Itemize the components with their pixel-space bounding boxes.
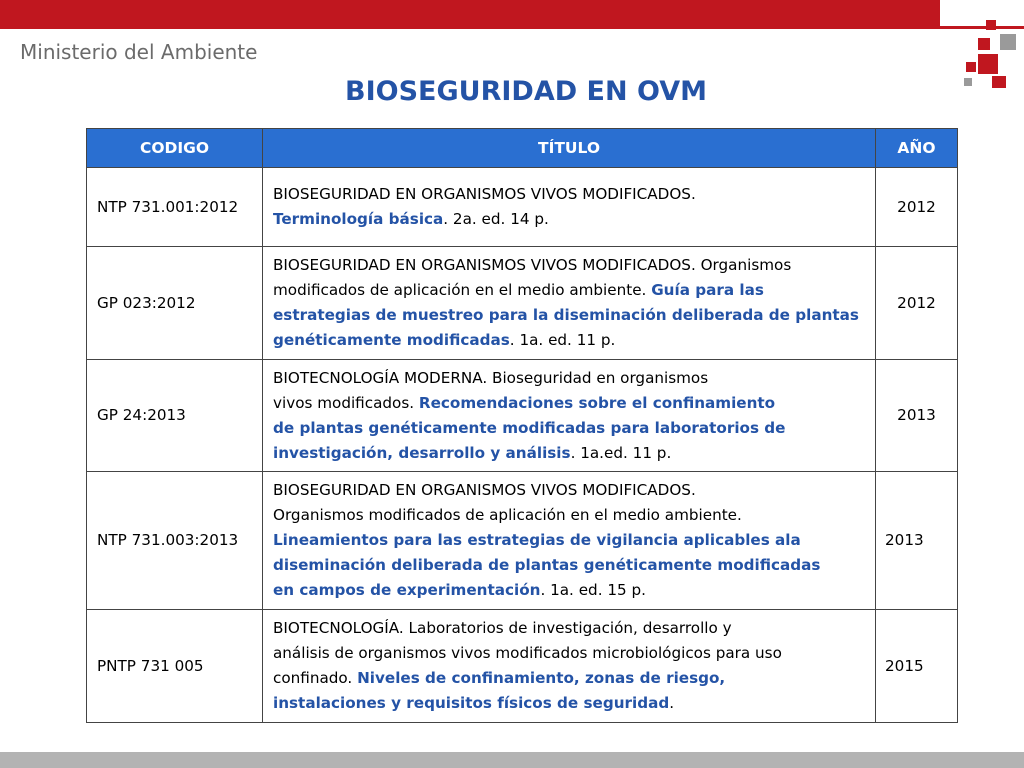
title-text: . [669, 694, 675, 712]
row-code: NTP 731.003:2013 [87, 472, 263, 610]
title-highlight: genéticamente modificadas [273, 331, 510, 349]
title-text: . 2a. ed. 14 p. [443, 210, 549, 228]
row-title [263, 247, 876, 360]
row-year: 2015 [876, 610, 958, 723]
table-header-row [87, 129, 958, 168]
title-text: BIOSEGURIDAD EN ORGANISMOS VIVOS MODIFICADOS. Organismos [273, 256, 792, 274]
title-highlight: Recomendaciones sobre el confinamiento [418, 393, 776, 412]
title-text: BIOSEGURIDAD EN ORGANISMOS VIVOS MODIFICADOS. [273, 481, 696, 499]
bottom-bar [0, 752, 1024, 768]
title-text: Organismos modificados de aplicación en el medio ambiente. [273, 506, 742, 524]
table-row [87, 247, 958, 360]
title-highlight: de plantas genéticamente modificadas para laboratorios de [273, 418, 786, 437]
title-text: . 1a.ed. 11 p. [570, 443, 672, 462]
row-year: 2012 [876, 168, 958, 247]
page-title: BIOSEGURIDAD EN OVM [345, 76, 707, 107]
title-text: análisis de organismos vivos modificados microbiológicos para uso [273, 644, 782, 662]
title-text: . 1a. ed. 11 p. [509, 331, 616, 349]
title-text: BIOSEGURIDAD EN ORGANISMOS VIVOS MODIFICADOS. [273, 185, 696, 203]
title-text: vivos modificados. [273, 393, 419, 412]
top-brand-bar [0, 0, 1024, 29]
row-title [263, 610, 876, 723]
title-highlight: Niveles de confinamiento, zonas de riesgo, [357, 669, 726, 687]
standards-table [86, 128, 958, 723]
row-year: 2012 [876, 247, 958, 360]
title-text: . 1a. ed. 15 p. [540, 581, 646, 599]
row-code: GP 24:2013 [87, 360, 263, 472]
column-header-codigo: CODIGO [87, 129, 263, 168]
title-highlight: Lineamientos para las estrategias de vigilancia aplicables ala [273, 531, 801, 549]
row-code: PNTP 731 005 [87, 610, 263, 723]
table-row [87, 360, 958, 472]
title-highlight: diseminación deliberada de plantas genéticamente modificadas [273, 556, 821, 574]
row-year: 2013 [876, 360, 958, 472]
title-text: BIOTECNOLOGÍA MODERNA. Bioseguridad en organismos [273, 368, 709, 387]
table-row [87, 168, 958, 247]
title-text: BIOTECNOLOGÍA. Laboratorios de investigación, desarrollo y [273, 619, 732, 637]
title-highlight: instalaciones y requisitos físicos de seguridad [273, 694, 670, 712]
title-highlight: Terminología básica [273, 210, 444, 228]
title-highlight: Guía para las [651, 281, 764, 299]
ministry-name: Ministerio del Ambiente [20, 40, 258, 64]
title-highlight: investigación, desarrollo y análisis [273, 443, 571, 462]
row-title [263, 472, 876, 610]
title-highlight: en campos de experimentación [273, 581, 541, 599]
title-text: modificados de aplicación en el medio ambiente. [273, 281, 652, 299]
column-header-ano: AÑO [876, 129, 958, 168]
table-row [87, 472, 958, 610]
title-text: confinado. [273, 669, 358, 687]
table-row [87, 610, 958, 723]
title-highlight: estrategias de muestreo para la diseminación deliberada de plantas [273, 306, 859, 324]
row-code: GP 023:2012 [87, 247, 263, 360]
row-title [263, 360, 876, 472]
row-title [263, 168, 876, 247]
row-code: NTP 731.001:2012 [87, 168, 263, 247]
column-header-titulo: TÍTULO [263, 129, 876, 168]
row-year: 2013 [876, 472, 958, 610]
